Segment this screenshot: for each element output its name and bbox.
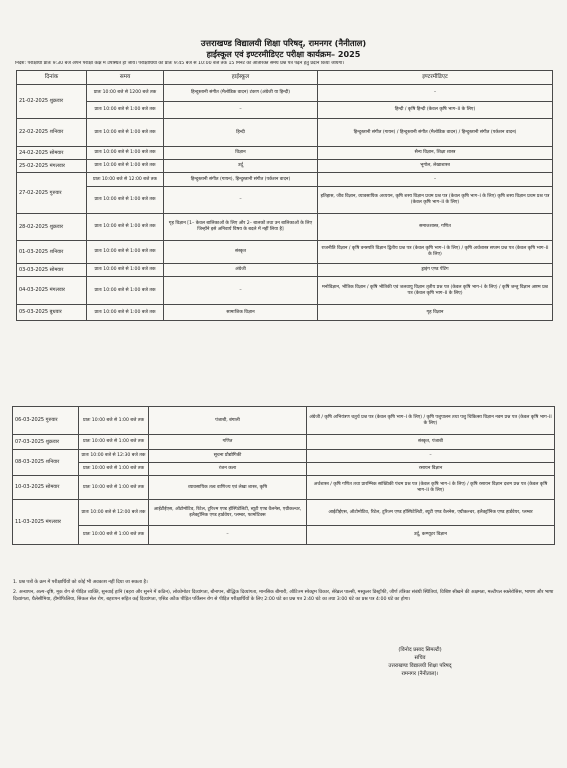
highschool-subject: उर्दू: [164, 160, 318, 173]
signatory-place: रामनगर (नैनीताल)।: [401, 671, 439, 678]
exam-time: प्रातः 10:00 बजे से 1:00 बजे तक: [87, 119, 164, 147]
intermediate-subject: उर्दू, कम्प्यूटर विज्ञान: [307, 526, 555, 545]
highschool-subject: गणित: [149, 435, 307, 450]
signatory-name: (विनोद प्रसाद सिमल्टी): [398, 647, 442, 653]
exam-time: प्रातः 10:00 बजे से 1:00 बजे तक: [79, 476, 149, 500]
table-row: [17, 214, 553, 241]
exam-date: 04-03-2025 मंगलवार: [17, 277, 87, 305]
intermediate-subject: मनोविज्ञान, भौतिक विज्ञान / कृषि भौतिकी एवं जलवायु विज्ञान तृतीय प्रश्न पत्र (केवल कृषि भाग–I के लिए) / कृषि जन्तु विज्ञान अष्टम प्रश्न पत्र (केवल कृषि भाग–II के लिए): [318, 277, 553, 305]
intermediate-subject: –: [318, 85, 553, 102]
table-row: [13, 450, 555, 463]
highschool-subject: अंग्रेजी: [164, 264, 318, 277]
exam-schedule-title: हाईस्कूल एवं इण्टरमीडिएट परीक्षा कार्यक्रम– 2025: [206, 49, 361, 59]
table-row: [17, 102, 553, 119]
signatory-office: उत्तराखण्ड विद्यालयी शिक्षा परिषद्: [388, 663, 452, 670]
footnote-1: 1. प्रश्न पत्रों के क्रम में परीक्षार्थियों को कोई भी अवकाश नहीं दिया जा सकता है।: [13, 580, 148, 585]
exam-date: 24-02-2025 सोमवार: [17, 147, 87, 160]
highschool-subject: पंजाबी, बंगाली: [149, 407, 307, 435]
table-row: [17, 147, 553, 160]
intermediate-subject: ड्राइंग एण्ड पेंटिंग: [318, 264, 553, 277]
exam-date: 01-03-2025 शनिवार: [17, 241, 87, 264]
header-time: समय: [87, 71, 164, 85]
intermediate-subject: राजनीति विज्ञान / कृषि वनस्पति विज्ञान द्वितीय प्रश्न पत्र (केवल कृषि भाग–I के लिए) / कृषि अर्थशास्त्र सप्तम प्रश्न पत्र (केवल कृषि भाग–II के लिए): [318, 241, 553, 264]
table-header-row: [17, 71, 553, 85]
highschool-subject: –: [149, 526, 307, 545]
intermediate-subject: इतिहास, जीव विज्ञान, व्यावसायिक अध्ययन, कृषि शस्य विज्ञान प्रथम प्रश्न पत्र (केवल कृषि भाग–I के लिए) कृषि शस्य विज्ञान प्रथम प्रश्न पत्र (केवल कृषि भाग–II के लिए): [318, 187, 553, 214]
table-row: [17, 119, 553, 147]
highschool-subject: आईटीईएस, ऑटोमोटिव, रिटेल, टूरिज्म एण्ड हॉस्पिटेलिटी, ब्यूटी एण्ड वैलनेस, एग्रीकल्चर, इलैक्ट्रॉनिक एण्ड हार्डवेयर, प्लम्बर, फार्माटिक्स: [149, 500, 307, 526]
table-row: [17, 173, 553, 187]
table-row: [17, 85, 553, 102]
intermediate-subject: समाजशास्त्र, गणित: [318, 214, 553, 241]
intermediate-subject: –: [307, 450, 555, 463]
header-intermediate: इण्टरमीडिएट: [318, 71, 553, 85]
exam-date: 07-03-2025 शुक्रवार: [13, 435, 79, 450]
intermediate-subject: सैन्य विज्ञान, शिक्षा शास्त्र: [318, 147, 553, 160]
table-row: [13, 500, 555, 526]
exam-time: प्रातः 10:00 बजे से 12:00 बजे तक: [79, 500, 149, 526]
board-title: उत्तराखण्ड विद्यालयी शिक्षा परिषद्, रामनगर (नैनीताल): [200, 38, 367, 48]
highschool-subject: सूचना प्रौद्योगिकी: [149, 450, 307, 463]
intermediate-subject: आईटीईएस, ऑटोमोटिव, रिटेल, टूरिज्म एण्ड हॉस्पिटेलिटी, ब्यूटी एण्ड वैलनेस, एग्रीकल्चर, इलैक्ट्रॉनिक एण्ड हार्डवेयर, प्लम्बर: [307, 500, 555, 526]
table-row: [13, 476, 555, 500]
highschool-subject: व्यावसायिक तत्व वाणिज्य एवं लेखा शास्त्र, कृषि: [149, 476, 307, 500]
exam-date: 21-02-2025 शुक्रवार: [17, 85, 87, 119]
intermediate-subject: हिन्दुस्तानी संगीत (गायन) / हिन्दुस्तानी संगीत (मैलोडिक वादन) / हिन्दुस्तानी संगीत (पर्कशन वादन): [318, 119, 553, 147]
signatory-designation: सचिव: [414, 655, 426, 662]
table-row: [17, 187, 553, 214]
highschool-subject: सामाजिक विज्ञान: [164, 305, 318, 321]
intermediate-subject: –: [318, 173, 553, 187]
highschool-subject: –: [164, 277, 318, 305]
exam-time: प्रातः 10:00 बजे से 1:00 बजे तक: [87, 241, 164, 264]
exam-date: 11-03-2025 मंगलवार: [13, 500, 79, 545]
exam-date: 22-02-2025 शनिवार: [17, 119, 87, 147]
highschool-subject: हिन्दुस्तानी संगीत (मैलोडिक वादन) टंकण (अंग्रेजी या हिन्दी): [164, 85, 318, 102]
header-date: दिनांक: [17, 71, 87, 85]
exam-time: प्रातः 10:00 बजे से 1:00 बजे तक: [87, 305, 164, 321]
table-row: [17, 277, 553, 305]
table-row: [13, 407, 555, 435]
intermediate-subject: संस्कृत, पंजाबी: [307, 435, 555, 450]
instruction-note: निर्देश: परीक्षार्थी प्रातः 9:30 बजे अपने परीक्षा कक्ष में उपस्थित हो जायें। परीक्षार्थियों को प्रातः 9:45 बजे से 10:00 बजे तक 15 मिनट का अतिरिक्त समय प्रश्न पत्र पढ़ने हेतु प्रदान किया जायेगा।: [15, 61, 345, 66]
exam-time: प्रातः 10:00 बजे से 1:00 बजे तक: [87, 102, 164, 119]
exam-time: प्रातः 10:00 बजे से 1:00 बजे तक: [79, 526, 149, 545]
exam-time: प्रातः 10:00 बजे से 1200 बजे तक: [87, 85, 164, 102]
exam-date: 08-03-2025 शनिवार: [13, 450, 79, 476]
table-row: [13, 463, 555, 476]
intermediate-subject: गृह विज्ञान: [318, 305, 553, 321]
intermediate-subject: अंग्रेजी / कृषि अभियंत्रण चतुर्थ प्रश्न पत्र (केवल कृषि भाग–I के लिए) / कृषि पशुपालन तथा पशु चिकित्सा विज्ञान नवम प्रश्न पत्र (केवल कृषि भाग–II के लिए): [307, 407, 555, 435]
exam-time: प्रातः 10:00 बजे से 1:00 बजे तक: [87, 160, 164, 173]
highschool-subject: हिन्दुस्तानी संगीत (गायन), हिन्दुस्तानी संगीत (पर्कशन वादन): [164, 173, 318, 187]
highschool-subject: हिन्दी: [164, 119, 318, 147]
highschool-subject: रंजन कला: [149, 463, 307, 476]
exam-date: 27-02-2025 गुरुवार: [17, 173, 87, 214]
exam-date: 05-03-2025 बुधवार: [17, 305, 87, 321]
highschool-subject: विज्ञान: [164, 147, 318, 160]
exam-date: 10-03-2025 सोमवार: [13, 476, 79, 500]
intermediate-subject: अर्थशास्त्र / कृषि गणित तथा प्रारम्भिक सांख्यिकी पंचम प्रश्न पत्र (केवल कृषि भाग–I के लिए) / कृषि रसायन विज्ञान दशम प्रश्न पत्र (केवल कृषि भाग–II के लिए): [307, 476, 555, 500]
table-row: [13, 526, 555, 545]
schedule-body-part1: [17, 85, 553, 321]
exam-time: प्रातः 10:00 बजे से 1:00 बजे तक: [87, 264, 164, 277]
schedule-table-part2: [12, 406, 555, 545]
exam-date: 03-03-2025 सोमवार: [17, 264, 87, 277]
schedule-body-part2: [13, 407, 555, 545]
exam-date: 28-02-2025 शुक्रवार: [17, 214, 87, 241]
exam-time: प्रातः 10:00 बजे से 1:00 बजे तक: [79, 435, 149, 450]
exam-time: प्रातः 10:00 बजे से 1:00 बजे तक: [87, 147, 164, 160]
exam-time: प्रातः 10:00 बजे से 12:00 बजे तक: [87, 173, 164, 187]
exam-date: 25-02-2025 मंगलवार: [17, 160, 87, 173]
footnote-2: 2. अन्धापन, अल्प–दृष्टि, मूक रोग से पीड़ित व्यक्ति, सुनवाई हानि (बहरा और सुनने में कठिन), लोकोमोटर दिव्यांगता, बौनापन, बौद्धिक दिव्यांगता, मानसिक बीमारी, ऑटिज्म स्पेक्ट्रम विकार, सेरेब्रल पाल्सी, मस्कुलर डिस्ट्रॉफी, जीर्ण तंत्रिका संबंधी स्थितियां, विशिष्ट सीखने की अक्षमता, मल्टीपल स्क्लेरोसिस, भाषण और भाषा दिव्यांगता, थैलेसीमिया, हीमोफिलिया, सिकल सेल रोग, बहरापन सहित कई दिव्यांगता, एसिड अटैक पीड़ित पर्किंसन रोग से पीड़ित परीक्षार्थियों के लिए 2:00 घंटे का प्रश्न पत्र 2:40 घंटे का तथा 3:00 घंटे का प्रश्न पत्र 4:00 घंटे का होगा।: [13, 589, 554, 602]
highschool-subject: –: [164, 102, 318, 119]
footnotes: [13, 580, 556, 606]
table-row: [17, 160, 553, 173]
exam-time: प्रातः 10:00 बजे से 1:00 बजे तक: [79, 463, 149, 476]
header-highschool: हाईस्कूल: [164, 71, 318, 85]
exam-time: प्रातः 10:00 बजे से 1:00 बजे तक: [87, 277, 164, 305]
exam-time: प्रातः 10:00 बजे से 12:30 बजे तक: [79, 450, 149, 463]
schedule-table-part1: [16, 70, 553, 321]
intermediate-subject: हिन्दी / कृषि हिन्दी (केवल कृषि भाग–II के लिए): [318, 102, 553, 119]
table-row: [17, 264, 553, 277]
exam-time: प्रातः 10:00 बजे से 1:00 बजे तक: [87, 214, 164, 241]
exam-date: 06-03-2025 गुरुवार: [13, 407, 79, 435]
exam-time: प्रातः 10:00 बजे से 1:00 बजे तक: [87, 187, 164, 214]
intermediate-subject: रसायन विज्ञान: [307, 463, 555, 476]
highschool-subject: –: [164, 187, 318, 214]
exam-time: प्रातः 10:00 बजे से 1:00 बजे तक: [79, 407, 149, 435]
highschool-subject: संस्कृत: [164, 241, 318, 264]
intermediate-subject: भूगोल, लेखाशास्त्र: [318, 160, 553, 173]
signature-block: [345, 646, 495, 678]
table-row: [13, 435, 555, 450]
table-row: [17, 305, 553, 321]
table-row: [17, 241, 553, 264]
highschool-subject: गृह विज्ञान [1– केवल बालिकाओं के लिए और 2– बालकों तथा उन बालिकाओं के लिए जिन्होंने इसे अनिवार्य विषय के बदले में नहीं लिया है]: [164, 214, 318, 241]
